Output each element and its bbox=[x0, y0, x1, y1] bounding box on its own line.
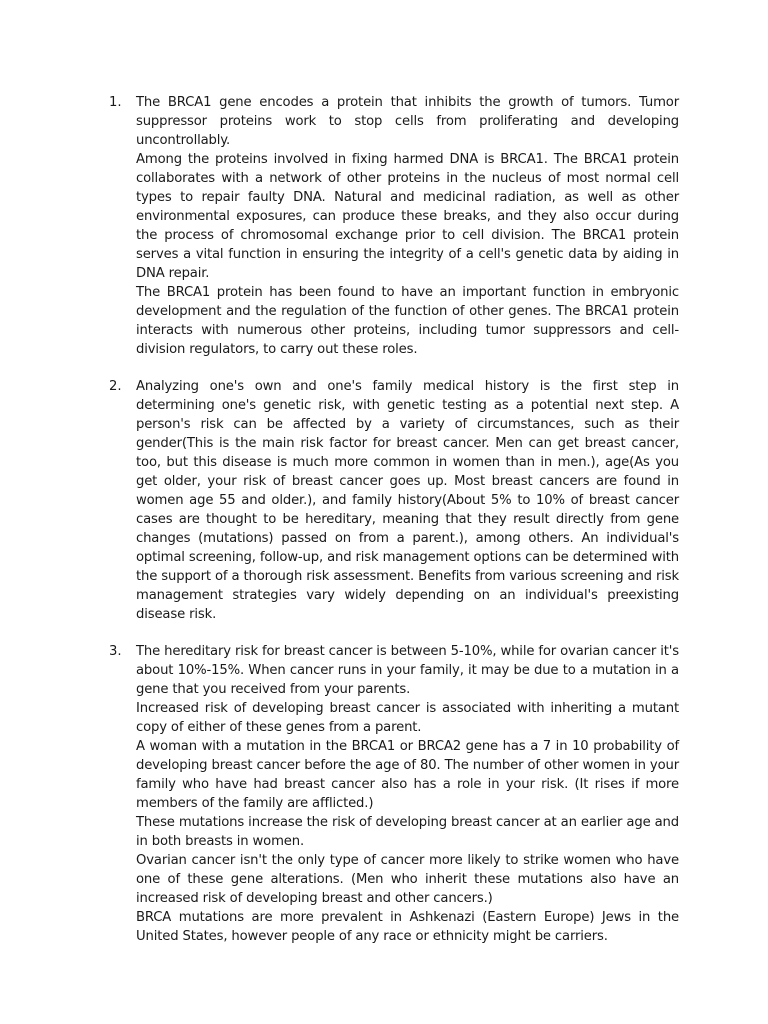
paragraph: The BRCA1 protein has been found to have an important function in embryonic development and the regulation of the function of other genes. The BRCA1 protein interacts with numerous other proteins, including tumor suppressors and cell-division regulators, to carry out these roles. bbox=[136, 285, 679, 357]
paragraph: The hereditary risk for breast cancer is between 5-10%, while for ovarian cancer it's about 10%-15%. When cancer runs in your family, it may be due to a mutation in a gene that you received from your parents. bbox=[136, 644, 679, 697]
paragraph: BRCA mutations are more prevalent in Ashkenazi (Eastern Europe) Jews in the United States, however people of any race or ethnicity might be carriers. bbox=[136, 910, 679, 944]
list-item-3 bbox=[109, 642, 679, 946]
list-number: 2. bbox=[109, 379, 122, 394]
list-number: 3. bbox=[109, 644, 122, 659]
paragraph: Increased risk of developing breast cancer is associated with inheriting a mutant copy of either of these genes from a parent. bbox=[136, 701, 679, 735]
paragraph: Ovarian cancer isn't the only type of cancer more likely to strike women who have one of these gene alterations. (Men who inherit these mutations also have an increased risk of developing breast and other cancers.) bbox=[136, 853, 679, 906]
list-item-2 bbox=[109, 377, 679, 624]
paragraph: A woman with a mutation in the BRCA1 or BRCA2 gene has a 7 in 10 probability of developing breast cancer before the age of 80. The number of other women in your family who have had breast cancer also has a role in your risk. (It rises if more members of the family are afflicted.) bbox=[136, 739, 679, 811]
paragraph: The BRCA1 gene encodes a protein that inhibits the growth of tumors. Tumor suppressor proteins work to stop cells from proliferating and developing uncontrollably. bbox=[136, 95, 679, 148]
list-number: 1. bbox=[109, 95, 122, 110]
paragraph: These mutations increase the risk of developing breast cancer at an earlier age and in both breasts in women. bbox=[136, 815, 679, 849]
paragraph: Analyzing one's own and one's family medical history is the first step in determining one's genetic risk, with genetic testing as a potential next step. A person's risk can be affected by a variety of circumstances, such as their gender(This is the main risk factor for breast cancer. Men can get breast cancer, too, but this disease is much more common in women than in men.), age(As you get older, your risk of breast cancer goes up. Most breast cancers are found in women age 55 and older.), and family history(About 5% to 10% of breast cancer cases are thought to be hereditary, meaning that they result directly from gene changes (mutations) passed on from a parent.), among others. An individual's optimal screening, follow-up, and risk management options can be determined with the support of a thorough risk assessment. Benefits from various screening and risk management strategies vary widely depending on an individual's preexisting disease risk. bbox=[136, 379, 679, 622]
paragraph: Among the proteins involved in fixing harmed DNA is BRCA1. The BRCA1 protein collaborates with a network of other proteins in the nucleus of most normal cell types to repair faulty DNA. Natural and medicinal radiation, as well as other environmental exposures, can produce these breaks, and they also occur during the process of chromosomal exchange prior to cell division. The BRCA1 protein serves a vital function in ensuring the integrity of a cell's genetic data by aiding in DNA repair. bbox=[136, 152, 679, 281]
numbered-list bbox=[109, 93, 679, 964]
list-item-1 bbox=[109, 93, 679, 359]
